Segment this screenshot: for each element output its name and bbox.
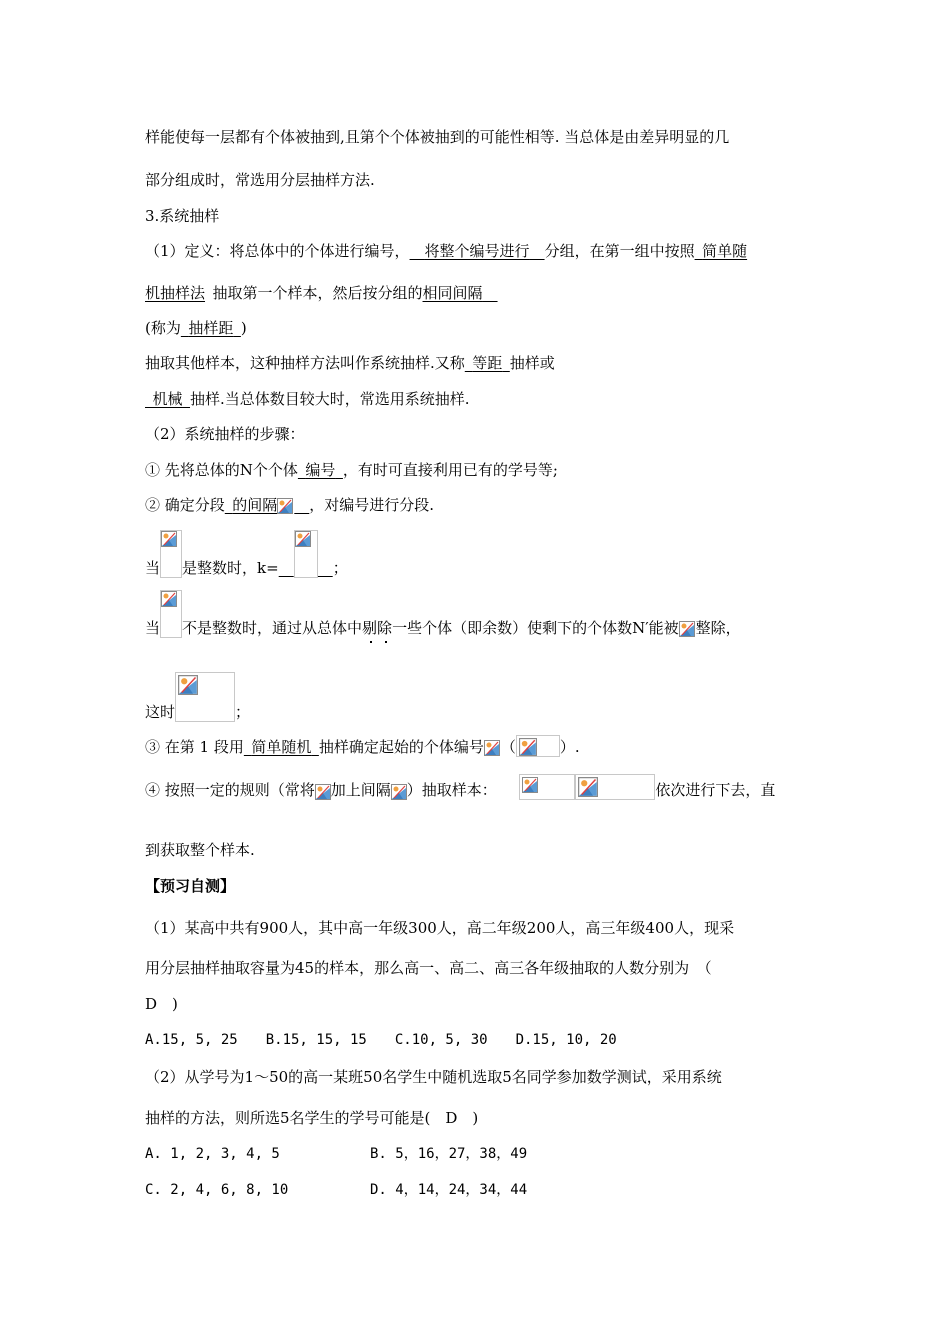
broken-image-icon (575, 774, 655, 800)
broken-image-icon (679, 621, 696, 638)
step-2-case-non-integer: 当 不是整数时，通过从总体中剔除一些个体（即余数）使剩下的个体数N′能被 整除， (145, 590, 741, 642)
steps-heading: （2）系统抽样的步骤： (145, 425, 305, 443)
question-1-options: A.15, 5, 25 B.15, 15, 15 C.10, 5, 30 D.15, 10, 20 (145, 1032, 617, 1048)
step-4: ④ 按照一定的规则（常将 加上间隔 ）抽取样本： 依次进行下去，直 (145, 772, 775, 808)
question-2: （2）从学号为1～50的高一某班50名学生中随机选取5名同学参加数学测试，采用系统 (145, 1068, 722, 1086)
section-heading: 3.系统抽样 (145, 207, 220, 225)
question-2-option-b: B. 5，16，27，38，49 (370, 1146, 528, 1162)
definition-line: (称为 抽样距 ) (145, 319, 247, 337)
step-2-case-integer: 当 是整数时，k= ； (145, 530, 348, 582)
question-1-answer: D ) (145, 995, 178, 1013)
definition-line: 抽取其他样本，这种抽样方法叫作系统抽样.又称 等距 抽样或 (145, 354, 555, 372)
definition-line: （1）定义：将总体中的个体进行编号， 将整个编号进行 分组，在第一组中按照 简单随 (145, 242, 748, 260)
section-heading: 【预习自测】 (145, 877, 236, 895)
step-2-then: 这时 ； (145, 672, 250, 724)
broken-image-icon (294, 530, 318, 578)
para-line: 样能使每一层都有个体被抽到,且第个个体被抽到的可能性相等. 当总体是由差异明显的几 (145, 128, 730, 146)
broken-image-icon (175, 672, 235, 722)
definition-line: 机械 抽样.当总体数目较大时，常选用系统抽样. (152, 390, 470, 408)
broken-image-icon (277, 498, 294, 515)
question-1: 用分层抽样抽取容量为45的样本，那么高一、高二、高三各年级抽取的人数分别为 （ (145, 959, 712, 977)
step-3: ③ 在第 1 段用 简单随机 抽样确定起始的个体编号 （ ）. (145, 735, 580, 757)
question-2-option-a: A. 1, 2, 3, 4, 5 (145, 1146, 280, 1162)
definition-line: 机抽样法 抽取第一个样本，然后按分组的相同间隔 (145, 284, 483, 302)
broken-image-icon (160, 530, 182, 578)
broken-image-icon (160, 590, 182, 638)
question-2: 抽样的方法，则所选5名学生的学号可能是( D ) (145, 1109, 479, 1127)
para-line: 到获取整个样本. (145, 841, 255, 859)
broken-image-icon (315, 772, 331, 800)
step-2: ② 确定分段 的间隔 ，对编号进行分段. (145, 496, 435, 514)
broken-image-icon (391, 772, 407, 800)
step-1: ① 先将总体的N个个体 编号 ，有时可直接利用已有的学号等; (145, 461, 558, 479)
question-2-option-c: C. 2, 4, 6, 8, 10 (145, 1182, 289, 1198)
question-2-option-d: D. 4，14，24，34，44 (370, 1182, 528, 1198)
broken-image-icon (484, 740, 501, 757)
para-line: 部分组成时，常选用分层抽样方法. (145, 171, 375, 189)
question-1: （1）某高中共有900人，其中高一年级300人，高二年级200人，高三年级400人，现采 (145, 919, 735, 937)
broken-image-icon (519, 774, 575, 800)
broken-image-icon (516, 735, 560, 757)
